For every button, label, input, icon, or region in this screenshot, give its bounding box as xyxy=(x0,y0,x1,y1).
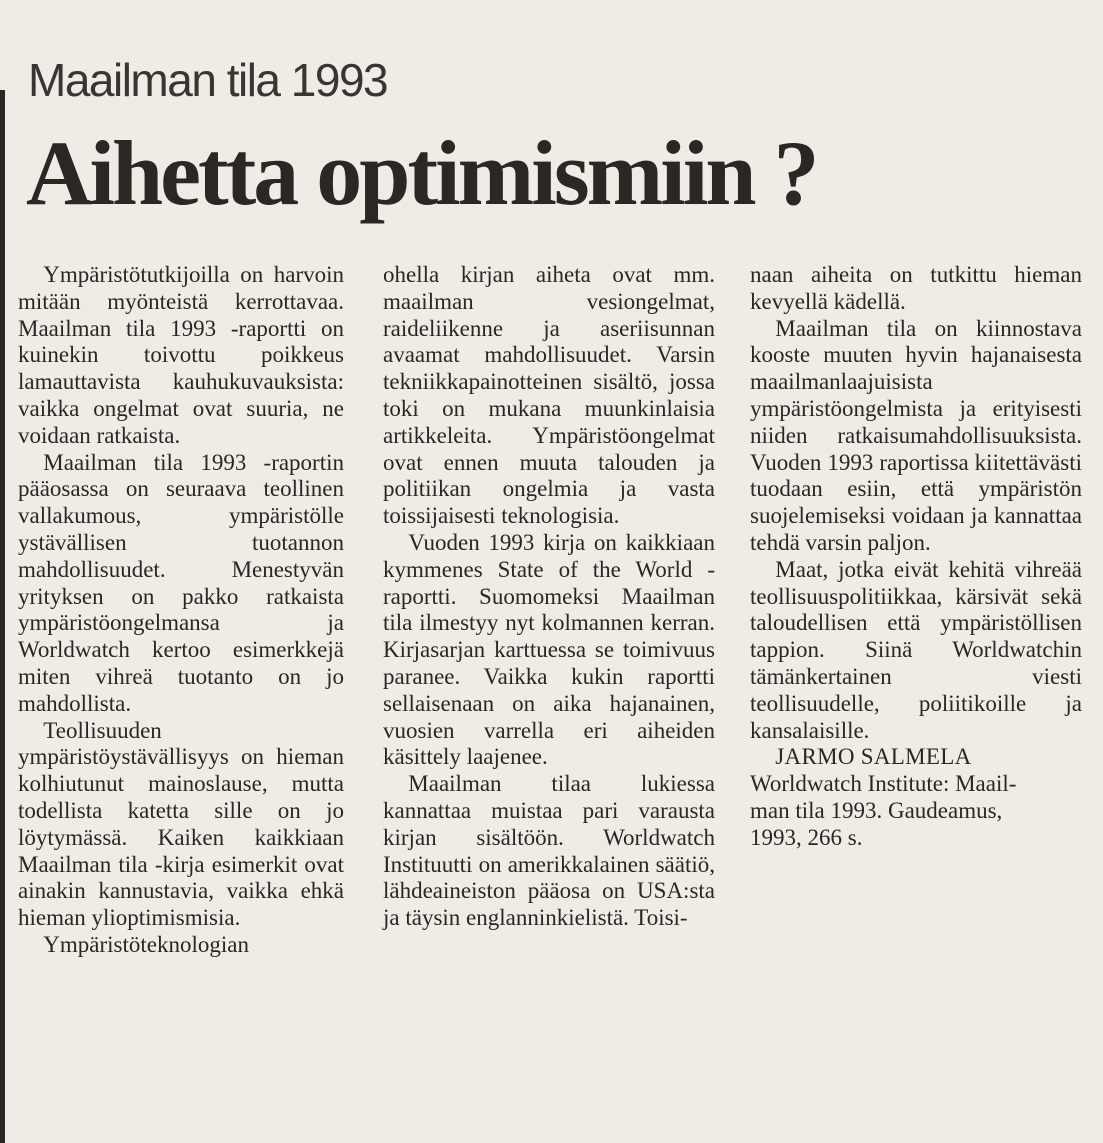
paragraph: Maailman tilaa lukiessa kannattaa muistaa pari varausta kirjan sisältöön. Worldwatch Instituutti on amerikkalainen säätiö, lähdeaineiston pääosa on USA:sta ja täysin englanninkielistä. Toisi- xyxy=(383,771,715,931)
book-reference xyxy=(750,771,1082,851)
paragraph: naan aiheita on tutkittu hieman kevyellä kädellä. xyxy=(750,262,1082,314)
paragraph: Maailman tila 1993 -raportin pääosassa on seuraava teollinen vallakumous, ympäristölle ystävällisen tuotannon mahdollisuudet. Menestyvän yrityksen on pakko ratkaista ympäristöongelmansa ja Worldwatch kertoo esimerkkejä miten vihreä tuotanto on jo mahdollista. xyxy=(18,449,344,716)
paragraph: Vuoden 1993 kirja on kaikkiaan kymmenes State of the World -raportti. Suomomeksi Maailman tila ilmestyy nyt kolmannen kerran. Kirjasarjan karttuessa se toimivuus paranee. Vaikka kukin raportti sellaisenaan on aika hajanainen, vuosien varrella eri aiheiden käsittely laajenee. xyxy=(383,529,715,770)
text-column-3 xyxy=(750,262,1082,852)
left-margin-rule xyxy=(0,90,5,1143)
text-column-2 xyxy=(383,262,715,932)
paragraph: ohella kirjan aiheta ovat mm. maailman vesiongelmat, raideliikenne ja aseriisunnan avaamat mahdollisuudet. Varsin tekniikkapainotteinen sisältö, jossa toki on mukana muunkinlaisia artikkeleita. Ympäristöongelmat ovat ennen muuta talouden ja politiikan ongelmia ja vasta toissijaisesti teknologisia. xyxy=(383,262,715,529)
paragraph: Teollisuuden ympäristöystävällisyys on hieman kolhiutunut mainoslause, mutta todellista katetta sille on jo löytymässä. Kaiken kaikkiaan Maailman tila -kirja esimerkit ovat ainakin kannustavia, vaikka ehkä hieman ylioptimismisia. xyxy=(18,717,344,931)
paragraph: Maailman tila on kiinnostava kooste muuten hyvin hajanaisesta maailmanlaajuisista ympäristöongelmista ja erityisesti niiden ratkaisumahdollisuuksista. Vuoden 1993 raportissa kiitettävästi tuodaan esiin, että ympäristön suojelemiseksi voidaan ja kannattaa tehdä varsin paljon. xyxy=(750,315,1082,555)
book-reference-line: 1993, 266 s. xyxy=(750,824,863,850)
author-byline: JARMO SALMELA xyxy=(775,744,972,770)
section-title: Maailman tila 1993 xyxy=(28,54,388,106)
article-headline: Aihetta optimismiin ? xyxy=(26,122,817,224)
paragraph: Ympäristötutkijoilla on harvoin mitään myönteistä kerrottavaa. Maailman tila 1993 -raportti on kuinekin toivottu poikkeus lamauttavista kauhukuvauksista: vaikka ongelmat ovat suuria, ne voidaan ratkaista. xyxy=(18,262,344,448)
book-reference-line: man tila 1993. Gaudeamus, xyxy=(750,797,1003,823)
article-body xyxy=(18,262,1088,1132)
paragraph: Ympäristöteknologian xyxy=(43,931,249,957)
paragraph: Maat, jotka eivät kehitä vihreää teollisuuspolitiikkaa, kärsivät sekä taloudellisen että ympäristöllisen tappion. Siinä Worldwatchin tämänkertainen viesti teollisuudelle, poliitikoille ja kansalaisille. xyxy=(750,556,1082,743)
book-reference-line: Worldwatch Institute: Maail- xyxy=(750,771,1017,797)
text-column-1 xyxy=(18,262,344,959)
